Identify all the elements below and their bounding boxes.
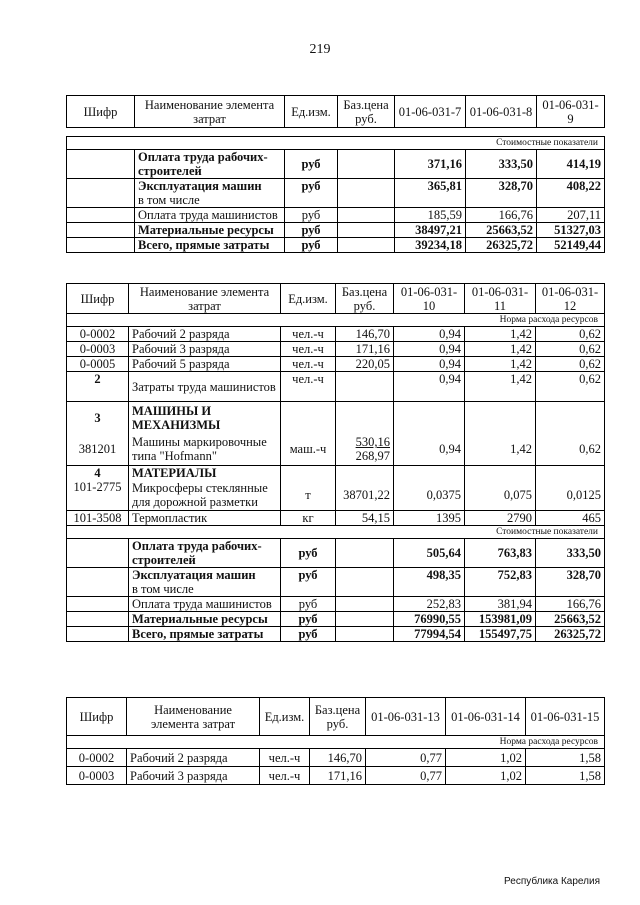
header-col-14: 01-06-031-14 (446, 698, 526, 736)
section-row: Стоимостные показатели (67, 525, 605, 538)
header-name: Наименование элемента затрат (135, 96, 285, 128)
header-col-11: 01-06-031-11 (465, 284, 536, 314)
table-header (67, 698, 605, 736)
table-row: Всего, прямые затраты руб 39234,18 26325,72 52149,44 (67, 238, 605, 253)
table-row: 0-0005 Рабочий 5 разряда чел.-ч 220,05 0,94 1,42 0,62 (67, 357, 605, 372)
table-row: Материальные ресурсы руб 38497,21 25663,52 51327,03 (67, 223, 605, 238)
table-row: 381201 Машины маркировочные типа "Hofmann" маш.-ч 530,16 268,97 0,94 1,42 0,62 (67, 434, 605, 466)
section-row: Стоимостные показатели (67, 137, 605, 150)
header-name: Наименование элемента затрат (129, 284, 281, 314)
table-row: в том числе (67, 582, 605, 597)
table-row: Материальные ресурсы руб 76990,55 153981,09 25663,52 (67, 611, 605, 626)
table-row: 4 МАТЕРИАЛЫ (67, 466, 605, 481)
table-header (67, 96, 605, 128)
header-col-8: 01-06-031-8 (466, 96, 537, 128)
header-unit: Ед.изм. (260, 698, 310, 736)
cost-table-3 (66, 697, 605, 785)
section-row: Норма расхода ресурсов (67, 736, 605, 749)
header-col-13: 01-06-031-13 (366, 698, 446, 736)
header-unit: Ед.изм. (281, 284, 336, 314)
table-row: Оплата труда машинистов руб 185,59 166,76 207,11 (67, 208, 605, 223)
table-row: 101-2775 Микросферы стеклянные для дорожной разметки т 38701,22 0,0375 0,075 0,0125 (67, 480, 605, 510)
header-price: Баз.цена руб. (310, 698, 366, 736)
header-col-10: 01-06-031-10 (394, 284, 465, 314)
table-row: Эксплуатация машин руб 365,81 328,70 408,22 (67, 179, 605, 194)
table-row: в том числе (67, 193, 605, 208)
section-row: Норма расхода ресурсов (67, 314, 605, 327)
table-header (67, 284, 605, 314)
table-row: Оплата труда рабочих-строителей руб 505,64 763,83 333,50 (67, 538, 605, 567)
table-row: 0-0002 Рабочий 2 разряда чел.-ч 146,70 0,94 1,42 0,62 (67, 327, 605, 342)
cost-table-2 (66, 283, 605, 642)
header-col-7: 01-06-031-7 (395, 96, 466, 128)
table-row: 101-3508 Термопластик кг 54,15 1395 2790 465 (67, 510, 605, 525)
table-row: Эксплуатация машин руб 498,35 752,83 328,70 (67, 567, 605, 582)
header-unit: Ед.изм. (285, 96, 338, 128)
header-col-9: 01-06-031-9 (537, 96, 605, 128)
header-price: Баз.цена руб. (336, 284, 394, 314)
table-row: 2 Затраты труда машинистов чел.-ч 0,94 1,42 0,62 (67, 372, 605, 402)
table-row: Оплата труда рабочих-строителей руб 371,16 333,50 414,19 (67, 150, 605, 179)
header-code: Шифр (67, 284, 129, 314)
table-row: 0-0003 Рабочий 3 разряда чел.-ч 171,16 0,94 1,42 0,62 (67, 342, 605, 357)
table-row: Всего, прямые затраты руб 77994,54 155497,75 26325,72 (67, 626, 605, 641)
table-row: 0-0002 Рабочий 2 разряда чел.-ч 146,70 0,77 1,02 1,58 (67, 749, 605, 767)
cost-table-1 (66, 95, 605, 253)
header-code: Шифр (67, 96, 135, 128)
header-col-12: 01-06-031-12 (536, 284, 605, 314)
header-col-15: 01-06-031-15 (526, 698, 605, 736)
header-code: Шифр (67, 698, 127, 736)
page-number: 219 (309, 42, 331, 57)
table-row: 0-0003 Рабочий 3 разряда чел.-ч 171,16 0,77 1,02 1,58 (67, 767, 605, 785)
header-name: Наименование элемента затрат (127, 698, 260, 736)
header-price: Баз.цена руб. (338, 96, 395, 128)
footer-region: Республика Карелия (504, 876, 600, 887)
table-row: 3 МАШИНЫ И МЕХАНИЗМЫ (67, 402, 605, 434)
table-row: Оплата труда машинистов руб 252,83 381,94 166,76 (67, 596, 605, 611)
